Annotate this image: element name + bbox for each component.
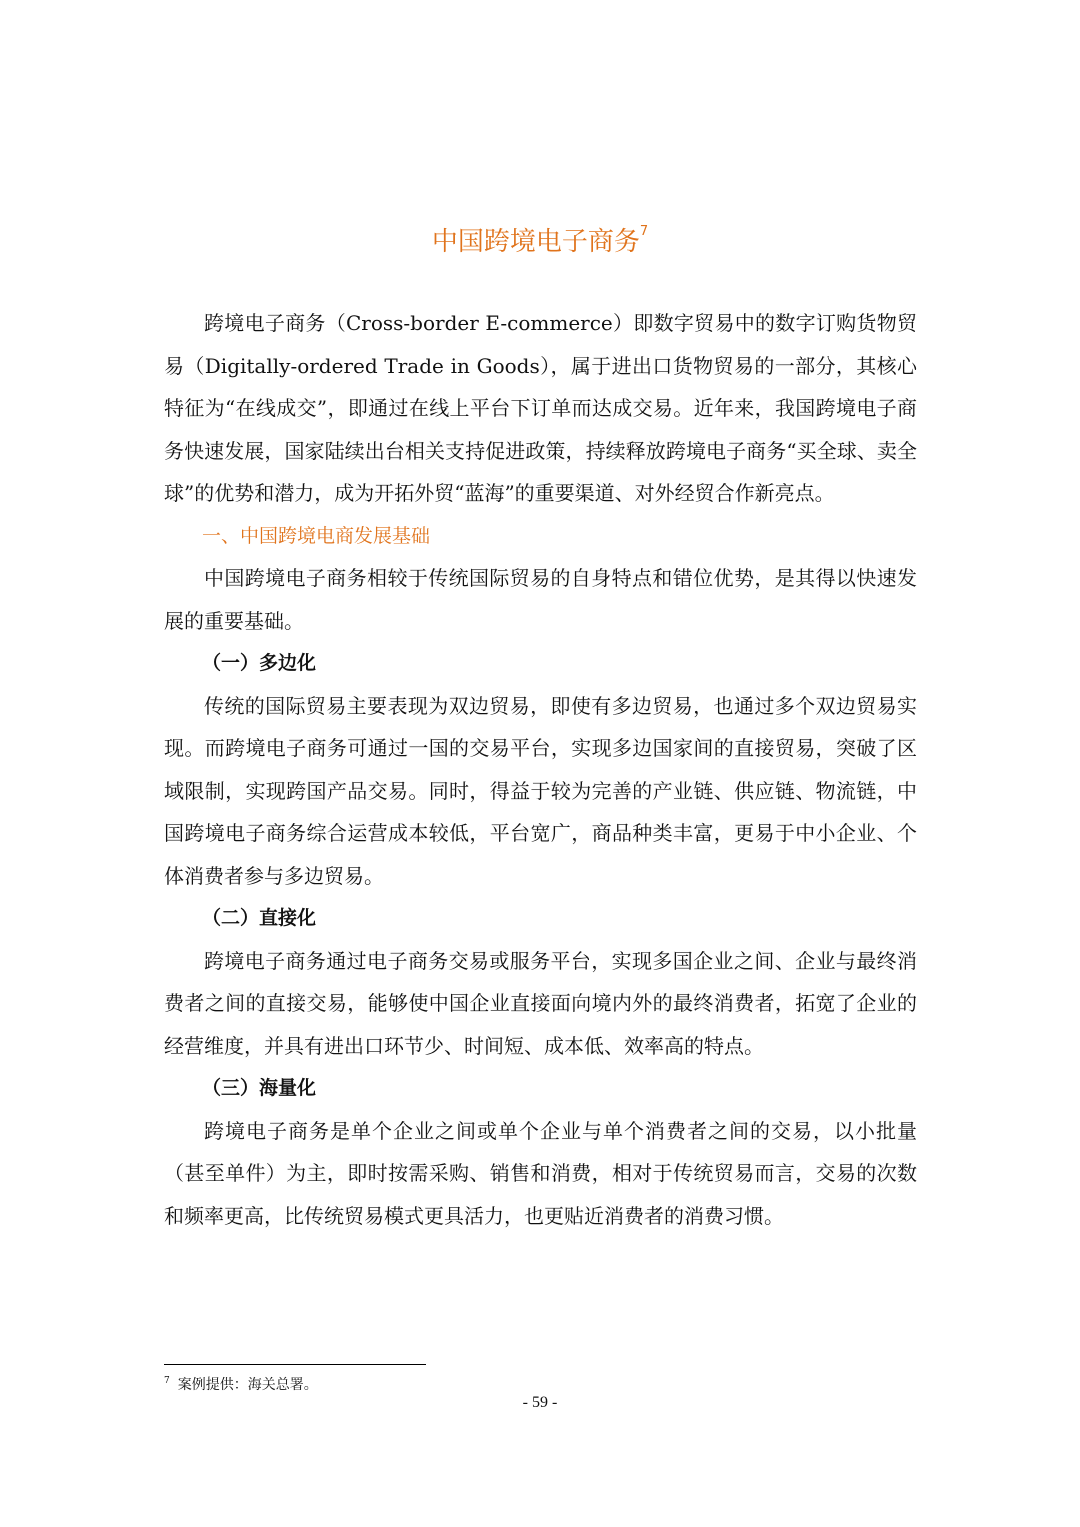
page-number: - 59 - [522, 1394, 558, 1411]
section-paragraph: 中国跨境电子商务相较于传统国际贸易的自身特点和错位优势，是其得以快速发展的重要基础。 [164, 566, 917, 633]
title-footnote-mark: 7 [639, 224, 649, 239]
page-title [0, 222, 1080, 262]
article-body [164, 302, 917, 1237]
intro-paragraph: 跨境电子商务（Cross-border E-commerce）即数字贸易中的数字订购货物贸易（Digitally-ordered Trade in Goods），属于进出口货物贸易的一部分，其核心特征为“在线成交”，即通过在线上平台下订单而达成交易。近年来，我国跨境电子商务快速发展，国家陆续出台相关支持促进政策，持续释放跨境电子商务“买全球、卖全球”的优势和潜力，成为开拓外贸“蓝海”的重要渠道、对外经贸合作新亮点。 [164, 311, 917, 505]
section-heading: 一、中国跨境电商发展基础 [202, 524, 431, 547]
footnote-text: 案例提供：海关总署。 [177, 1377, 318, 1393]
subsection-paragraph-direct: 跨境电子商务通过电子商务交易或服务平台，实现多国企业之间、企业与最终消费者之间的直接交易，能够使中国企业直接面向境内外的最终消费者，拓宽了企业的经营维度，并具有进出口环节少、时间短、成本低、效率高的特点。 [164, 948, 917, 1058]
footnote [164, 1375, 318, 1395]
subsection-paragraph-massive: 跨境电子商务是单个企业之间或单个企业与单个消费者之间的交易，以小批量（甚至单件）为主，即时按需采购、销售和消费，相对于传统贸易而言，交易的次数和频率更高，比传统贸易模式更具活力，也更贴近消费者的消费习惯。 [164, 1118, 917, 1228]
subsection-heading-multilateral: （一）多边化 [202, 652, 317, 674]
subsection-heading-direct: （二）直接化 [202, 907, 317, 929]
subsection-paragraph-multilateral: 传统的国际贸易主要表现为双边贸易，即使有多边贸易，也通过多个双边贸易实现。而跨境电子商务可通过一国的交易平台，实现多边国家间的直接贸易，突破了区域限制，实现跨国产品交易。同时，得益于较为完善的产业链、供应链、物流链，中国跨境电子商务综合运营成本较低，平台宽广，商品种类丰富，更易于中小企业、个体消费者参与多边贸易。 [164, 693, 917, 888]
footnote-mark: 7 [164, 1376, 170, 1386]
subsection-heading-massive: （三）海量化 [202, 1077, 317, 1099]
footnote-divider [164, 1364, 426, 1365]
title-text: 中国跨境电子商务 [431, 227, 640, 257]
